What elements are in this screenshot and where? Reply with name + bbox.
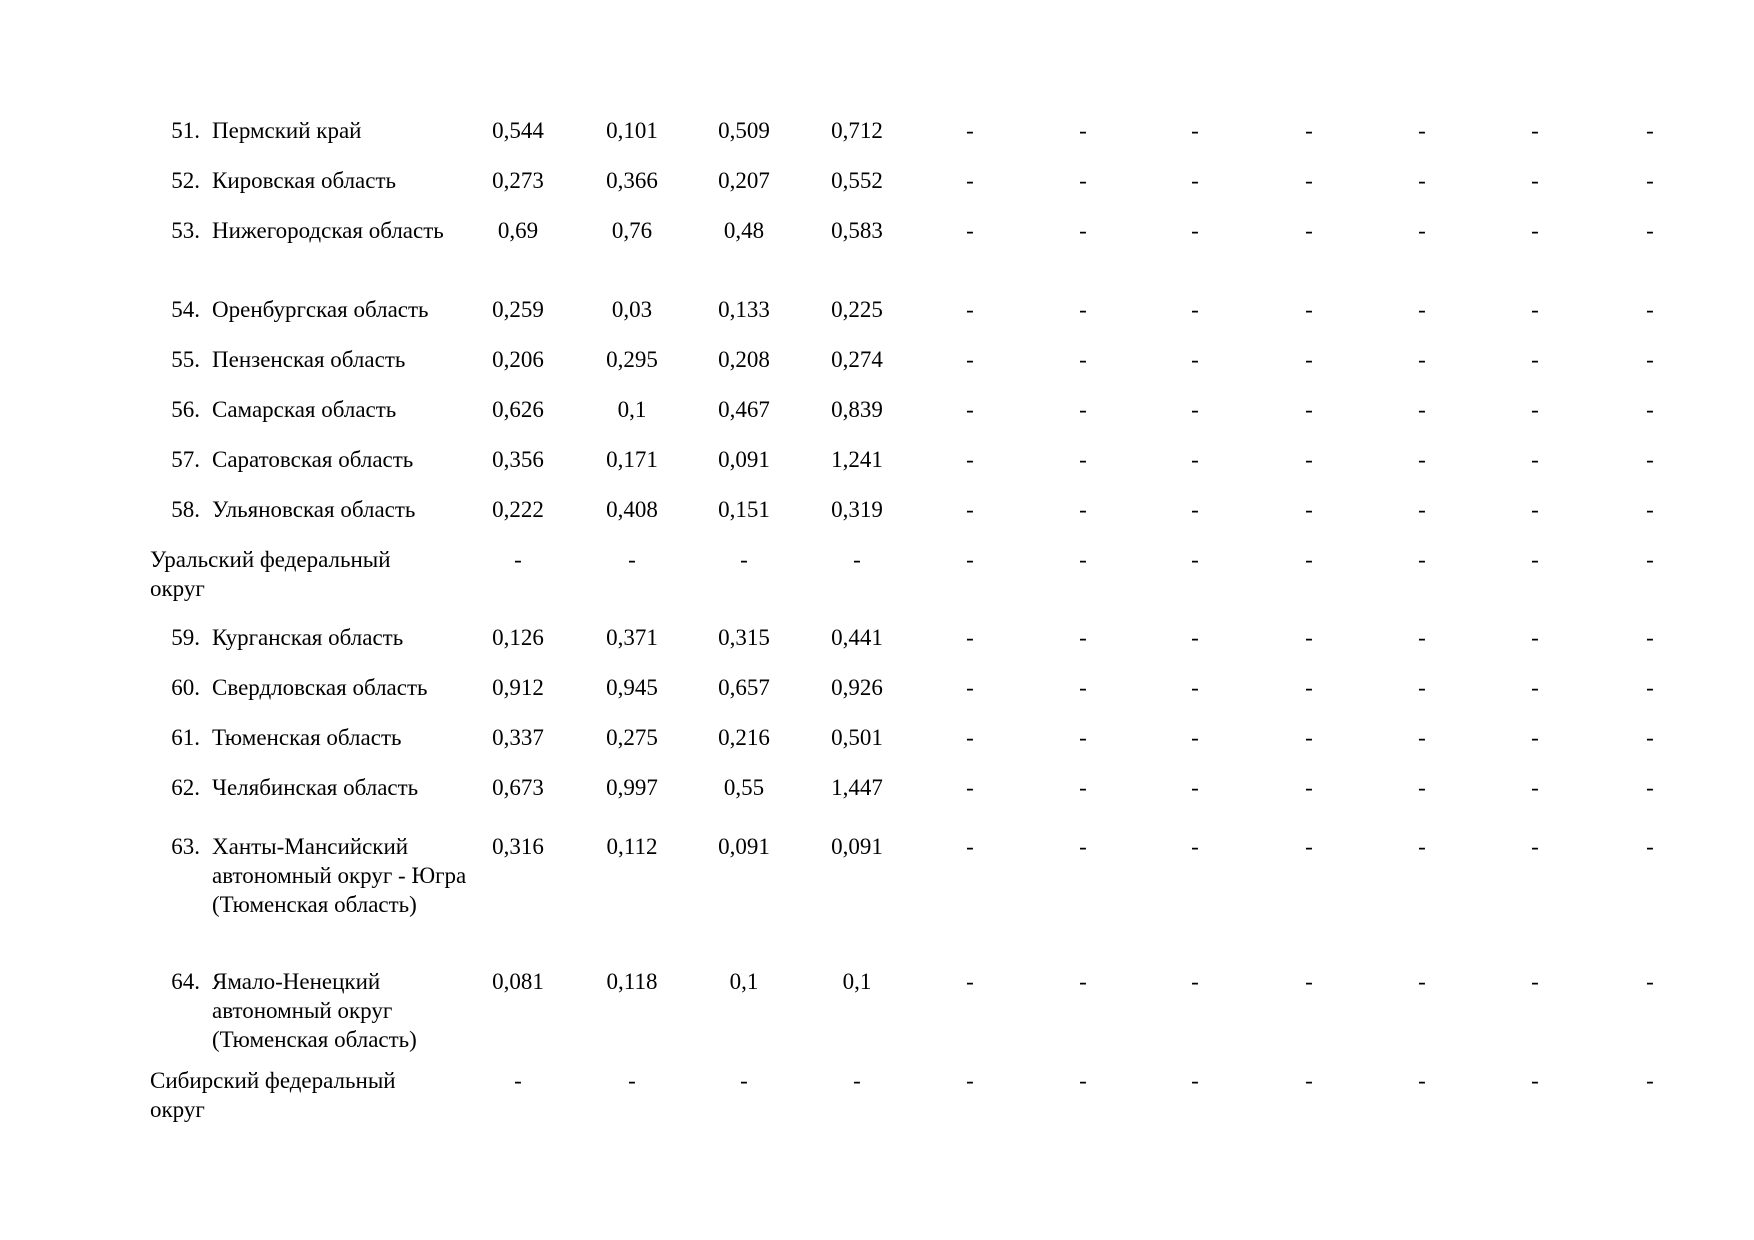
value-cell: 0,76: [611, 218, 653, 243]
value-cell: 0,839: [831, 397, 883, 422]
value-cell: 0,274: [831, 347, 883, 372]
row-number: 51.: [171, 118, 200, 143]
value-cell: 0,1: [842, 969, 872, 994]
value-cell: -: [1418, 218, 1426, 243]
value-cell: -: [1079, 497, 1087, 522]
value-cell: 0,366: [606, 168, 658, 193]
value-cell: 0,337: [492, 725, 544, 750]
value-cell: 0,997: [606, 775, 658, 800]
value-cell: 0,441: [831, 625, 883, 650]
value-cell: -: [514, 1068, 522, 1093]
value-cell: -: [1646, 297, 1654, 322]
region-name: Ханты-Мансийский автономный округ - Югра (Тюменская область): [212, 834, 467, 917]
value-cell: -: [853, 547, 861, 572]
value-cell: 0,356: [492, 447, 544, 472]
value-cell: -: [1531, 547, 1539, 572]
value-cell: -: [1305, 625, 1313, 650]
value-cell: -: [966, 218, 974, 243]
value-cell: 0,673: [492, 775, 544, 800]
value-cell: -: [1191, 775, 1199, 800]
value-cell: -: [1305, 218, 1313, 243]
value-cell: 1,241: [831, 447, 883, 472]
value-cell: 0,151: [718, 497, 770, 522]
value-cell: -: [1418, 497, 1426, 522]
value-cell: -: [1191, 218, 1199, 243]
value-cell: -: [1079, 218, 1087, 243]
value-cell: -: [1531, 218, 1539, 243]
value-cell: 0,316: [492, 834, 544, 859]
value-cell: -: [966, 725, 974, 750]
value-cell: -: [514, 547, 522, 572]
value-cell: 1,447: [831, 775, 883, 800]
value-cell: 0,583: [831, 218, 883, 243]
value-cell: -: [1418, 168, 1426, 193]
federal-district-name: Уральский федеральный округ: [150, 547, 391, 601]
row-number: 60.: [171, 675, 200, 700]
value-cell: -: [1079, 297, 1087, 322]
value-cell: -: [1531, 775, 1539, 800]
value-cell: -: [1418, 725, 1426, 750]
value-cell: 0,208: [718, 347, 770, 372]
value-cell: -: [1531, 834, 1539, 859]
value-cell: 0,081: [492, 969, 544, 994]
value-cell: 0,101: [606, 118, 658, 143]
value-cell: -: [966, 1068, 974, 1093]
value-cell: -: [1646, 775, 1654, 800]
value-cell: 0,295: [606, 347, 658, 372]
value-cell: 0,091: [718, 447, 770, 472]
value-cell: -: [1079, 168, 1087, 193]
region-name: Пермский край: [212, 118, 362, 143]
row-number: 54.: [171, 297, 200, 322]
value-cell: -: [1305, 547, 1313, 572]
value-cell: -: [1646, 969, 1654, 994]
value-cell: -: [1531, 347, 1539, 372]
value-cell: 0,501: [831, 725, 883, 750]
row-number: 58.: [171, 497, 200, 522]
value-cell: -: [1191, 969, 1199, 994]
value-cell: -: [1418, 547, 1426, 572]
value-cell: -: [1191, 447, 1199, 472]
value-cell: -: [1191, 725, 1199, 750]
value-cell: -: [1191, 497, 1199, 522]
value-cell: -: [966, 625, 974, 650]
row-number: 57.: [171, 447, 200, 472]
value-cell: -: [966, 497, 974, 522]
region-name: Пензенская область: [212, 347, 406, 372]
value-cell: -: [1191, 547, 1199, 572]
row-number: 64.: [171, 969, 200, 994]
region-name: Тюменская область: [212, 725, 402, 750]
value-cell: -: [1646, 118, 1654, 143]
value-cell: 0,657: [718, 675, 770, 700]
value-cell: -: [1418, 969, 1426, 994]
value-cell: -: [1531, 118, 1539, 143]
value-cell: -: [1418, 625, 1426, 650]
value-cell: 0,912: [492, 675, 544, 700]
value-cell: -: [1646, 447, 1654, 472]
value-cell: -: [1646, 397, 1654, 422]
value-cell: 0,126: [492, 625, 544, 650]
value-cell: -: [1531, 397, 1539, 422]
value-cell: -: [1191, 168, 1199, 193]
row-number: 59.: [171, 625, 200, 650]
region-name: Ульяновская область: [212, 497, 416, 522]
value-cell: -: [1418, 397, 1426, 422]
value-cell: -: [1646, 675, 1654, 700]
value-cell: -: [966, 834, 974, 859]
value-cell: -: [1531, 625, 1539, 650]
value-cell: 0,118: [606, 969, 658, 994]
value-cell: -: [966, 675, 974, 700]
value-cell: 0,319: [831, 497, 883, 522]
value-cell: -: [966, 297, 974, 322]
value-cell: 0,222: [492, 497, 544, 522]
value-cell: -: [1646, 834, 1654, 859]
region-name: Ямало-Ненецкий автономный округ (Тюменская область): [212, 969, 417, 1052]
value-cell: 0,133: [718, 297, 770, 322]
value-cell: -: [1079, 625, 1087, 650]
region-name: Свердловская область: [212, 675, 428, 700]
value-cell: 0,509: [718, 118, 770, 143]
value-cell: -: [1305, 447, 1313, 472]
value-cell: -: [1418, 447, 1426, 472]
value-cell: -: [628, 1068, 636, 1093]
value-cell: -: [853, 1068, 861, 1093]
value-cell: 0,259: [492, 297, 544, 322]
value-cell: -: [1531, 725, 1539, 750]
value-cell: 0,371: [606, 625, 658, 650]
federal-district-name: Сибирский федеральный округ: [150, 1068, 396, 1122]
row-number: 61.: [171, 725, 200, 750]
value-cell: 0,216: [718, 725, 770, 750]
value-cell: 0,273: [492, 168, 544, 193]
region-name: Кировская область: [212, 168, 397, 193]
value-cell: -: [1646, 625, 1654, 650]
value-cell: -: [1079, 547, 1087, 572]
value-cell: 0,712: [831, 118, 883, 143]
value-cell: 0,945: [606, 675, 658, 700]
value-cell: -: [1418, 775, 1426, 800]
value-cell: -: [1191, 347, 1199, 372]
value-cell: 0,275: [606, 725, 658, 750]
value-cell: -: [1079, 725, 1087, 750]
value-cell: -: [740, 1068, 748, 1093]
value-cell: -: [1191, 1068, 1199, 1093]
value-cell: -: [1418, 347, 1426, 372]
value-cell: 0,467: [718, 397, 770, 422]
value-cell: -: [966, 168, 974, 193]
value-cell: -: [1079, 397, 1087, 422]
value-cell: 0,225: [831, 297, 883, 322]
value-cell: -: [1646, 725, 1654, 750]
row-number: 56.: [171, 397, 200, 422]
row-number: 63.: [171, 834, 200, 859]
value-cell: 0,091: [831, 834, 883, 859]
value-cell: -: [1418, 1068, 1426, 1093]
value-cell: -: [1418, 297, 1426, 322]
row-number: 55.: [171, 347, 200, 372]
value-cell: -: [1191, 297, 1199, 322]
value-cell: 0,48: [723, 218, 765, 243]
value-cell: -: [1305, 775, 1313, 800]
value-cell: -: [1191, 118, 1199, 143]
value-cell: -: [1079, 775, 1087, 800]
value-cell: -: [1305, 969, 1313, 994]
value-cell: -: [1305, 297, 1313, 322]
value-cell: -: [628, 547, 636, 572]
region-name: Самарская область: [212, 397, 397, 422]
value-cell: -: [1305, 725, 1313, 750]
value-cell: -: [1646, 547, 1654, 572]
value-cell: -: [1191, 625, 1199, 650]
value-cell: -: [1418, 675, 1426, 700]
value-cell: 0,091: [718, 834, 770, 859]
value-cell: -: [1531, 297, 1539, 322]
value-cell: -: [1305, 497, 1313, 522]
value-cell: 0,206: [492, 347, 544, 372]
value-cell: 0,544: [492, 118, 544, 143]
value-cell: -: [1191, 397, 1199, 422]
value-cell: 0,926: [831, 675, 883, 700]
value-cell: 0,408: [606, 497, 658, 522]
value-cell: 0,03: [611, 297, 653, 322]
value-cell: -: [1646, 168, 1654, 193]
region-name: Челябинская область: [212, 775, 419, 800]
value-cell: 0,626: [492, 397, 544, 422]
row-number: 62.: [171, 775, 200, 800]
value-cell: 0,55: [723, 775, 765, 800]
value-cell: -: [1531, 1068, 1539, 1093]
value-cell: 0,69: [497, 218, 539, 243]
value-cell: -: [1191, 675, 1199, 700]
value-cell: 0,1: [729, 969, 759, 994]
value-cell: 0,315: [718, 625, 770, 650]
value-cell: -: [966, 547, 974, 572]
value-cell: -: [1646, 347, 1654, 372]
value-cell: -: [966, 118, 974, 143]
value-cell: -: [966, 775, 974, 800]
value-cell: -: [1531, 675, 1539, 700]
region-name: Нижегородская область: [212, 218, 444, 243]
value-cell: -: [1079, 1068, 1087, 1093]
value-cell: -: [966, 969, 974, 994]
value-cell: -: [1531, 447, 1539, 472]
value-cell: -: [1079, 834, 1087, 859]
value-cell: -: [966, 447, 974, 472]
value-cell: -: [1079, 118, 1087, 143]
value-cell: -: [1531, 969, 1539, 994]
value-cell: 0,552: [831, 168, 883, 193]
value-cell: -: [1418, 834, 1426, 859]
value-cell: -: [1305, 347, 1313, 372]
value-cell: -: [1079, 347, 1087, 372]
value-cell: -: [1305, 834, 1313, 859]
value-cell: -: [1646, 218, 1654, 243]
value-cell: 0,171: [606, 447, 658, 472]
value-cell: -: [1646, 1068, 1654, 1093]
value-cell: -: [966, 397, 974, 422]
region-name: Саратовская область: [212, 447, 414, 472]
value-cell: -: [1079, 447, 1087, 472]
value-cell: 0,112: [606, 834, 658, 859]
value-cell: -: [1418, 118, 1426, 143]
value-cell: -: [1079, 969, 1087, 994]
value-cell: -: [1646, 497, 1654, 522]
value-cell: -: [1305, 168, 1313, 193]
value-cell: -: [1531, 497, 1539, 522]
region-name: Курганская область: [212, 625, 404, 650]
value-cell: -: [1191, 834, 1199, 859]
value-cell: -: [1305, 397, 1313, 422]
value-cell: -: [966, 347, 974, 372]
value-cell: -: [1305, 675, 1313, 700]
value-cell: -: [1305, 118, 1313, 143]
row-number: 52.: [171, 168, 200, 193]
value-cell: -: [1079, 675, 1087, 700]
value-cell: -: [1531, 168, 1539, 193]
region-name: Оренбургская область: [212, 297, 429, 322]
value-cell: 0,207: [718, 168, 770, 193]
value-cell: 0,1: [617, 397, 647, 422]
value-cell: -: [740, 547, 748, 572]
row-number: 53.: [171, 218, 200, 243]
value-cell: -: [1305, 1068, 1313, 1093]
